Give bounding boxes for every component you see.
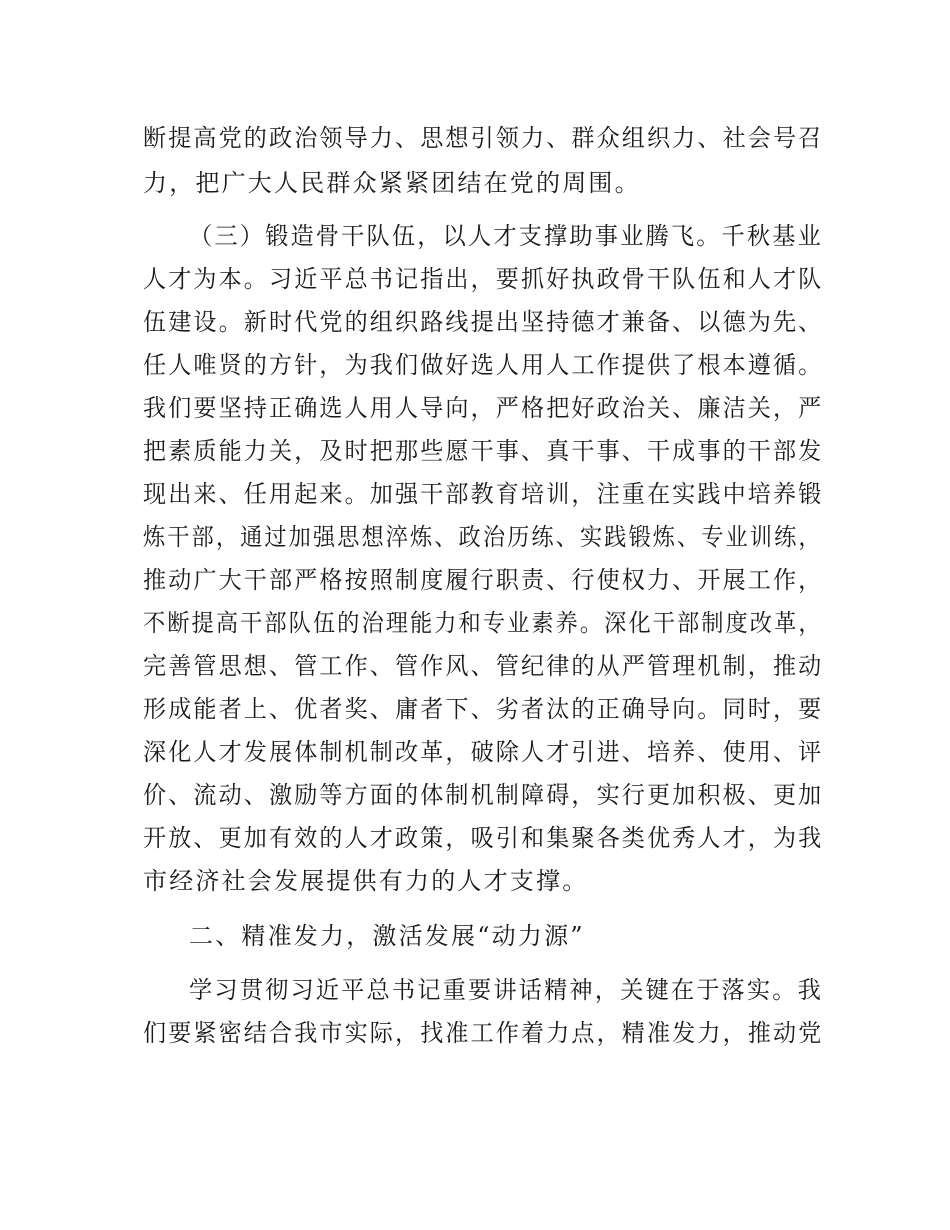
paragraph-line: 我们要坚持正确选人用人导向，严格把好政治关、廉洁关，严	[143, 394, 824, 422]
paragraph-line: 炼干部，通过加强思想淬炼、政治历练、实践锻炼、专业训练，	[143, 523, 823, 551]
paragraph-line: 不断提高干部队伍的治理能力和专业素养。深化干部制度改革，	[143, 609, 823, 637]
paragraph-line: （三）锻造骨干队伍，以人才支撑助事业腾飞。千秋基业	[189, 222, 823, 250]
paragraph-line: 开放、更加有效的人才政策，吸引和集聚各类优秀人才，为我	[143, 824, 824, 852]
paragraph-line: 价、流动、激励等方面的体制机制障碍，实行更加积极、更加	[143, 781, 824, 809]
paragraph-line: 伍建设。新时代党的组织路线提出坚持德才兼备、以德为先、	[143, 308, 824, 336]
paragraph-line: 完善管思想、管工作、管作风、管纪律的从严管理机制，推动	[143, 652, 824, 680]
paragraph-line: 力，把广大人民群众紧紧团结在党的周围。	[143, 169, 641, 197]
section-heading: 二、精准发力，激活发展“动力源”	[189, 922, 585, 950]
paragraph-line: 现出来、任用起来。加强干部教育培训，注重在实践中培养锻	[143, 480, 824, 508]
paragraph-line: 人才为本。习近平总书记指出，要抓好执政骨干队伍和人才队	[143, 265, 824, 293]
paragraph-line: 把素质能力关，及时把那些愿干事、真干事、干成事的干部发	[143, 437, 824, 465]
paragraph-line: 市经济社会发展提供有力的人才支撑。	[143, 867, 589, 895]
paragraph-line: 形成能者上、优者奖、庸者下、劣者汰的正确导向。同时，要	[143, 695, 824, 723]
paragraph-line: 断提高党的政治领导力、思想引领力、群众组织力、社会号召	[143, 124, 824, 152]
paragraph-line: 们要紧密结合我市实际，找准工作着力点，精准发力，推动党	[143, 1019, 824, 1047]
paragraph-line: 深化人才发展体制机制改革，破除人才引进、培养、使用、评	[143, 738, 824, 766]
paragraph-line: 学习贯彻习近平总书记重要讲话精神，关键在于落实。我	[189, 976, 823, 1004]
paragraph-line: 任人唯贤的方针，为我们做好选人用人工作提供了根本遵循。	[143, 351, 824, 379]
paragraph-line: 推动广大干部严格按照制度履行职责、行使权力、开展工作，	[143, 566, 824, 594]
